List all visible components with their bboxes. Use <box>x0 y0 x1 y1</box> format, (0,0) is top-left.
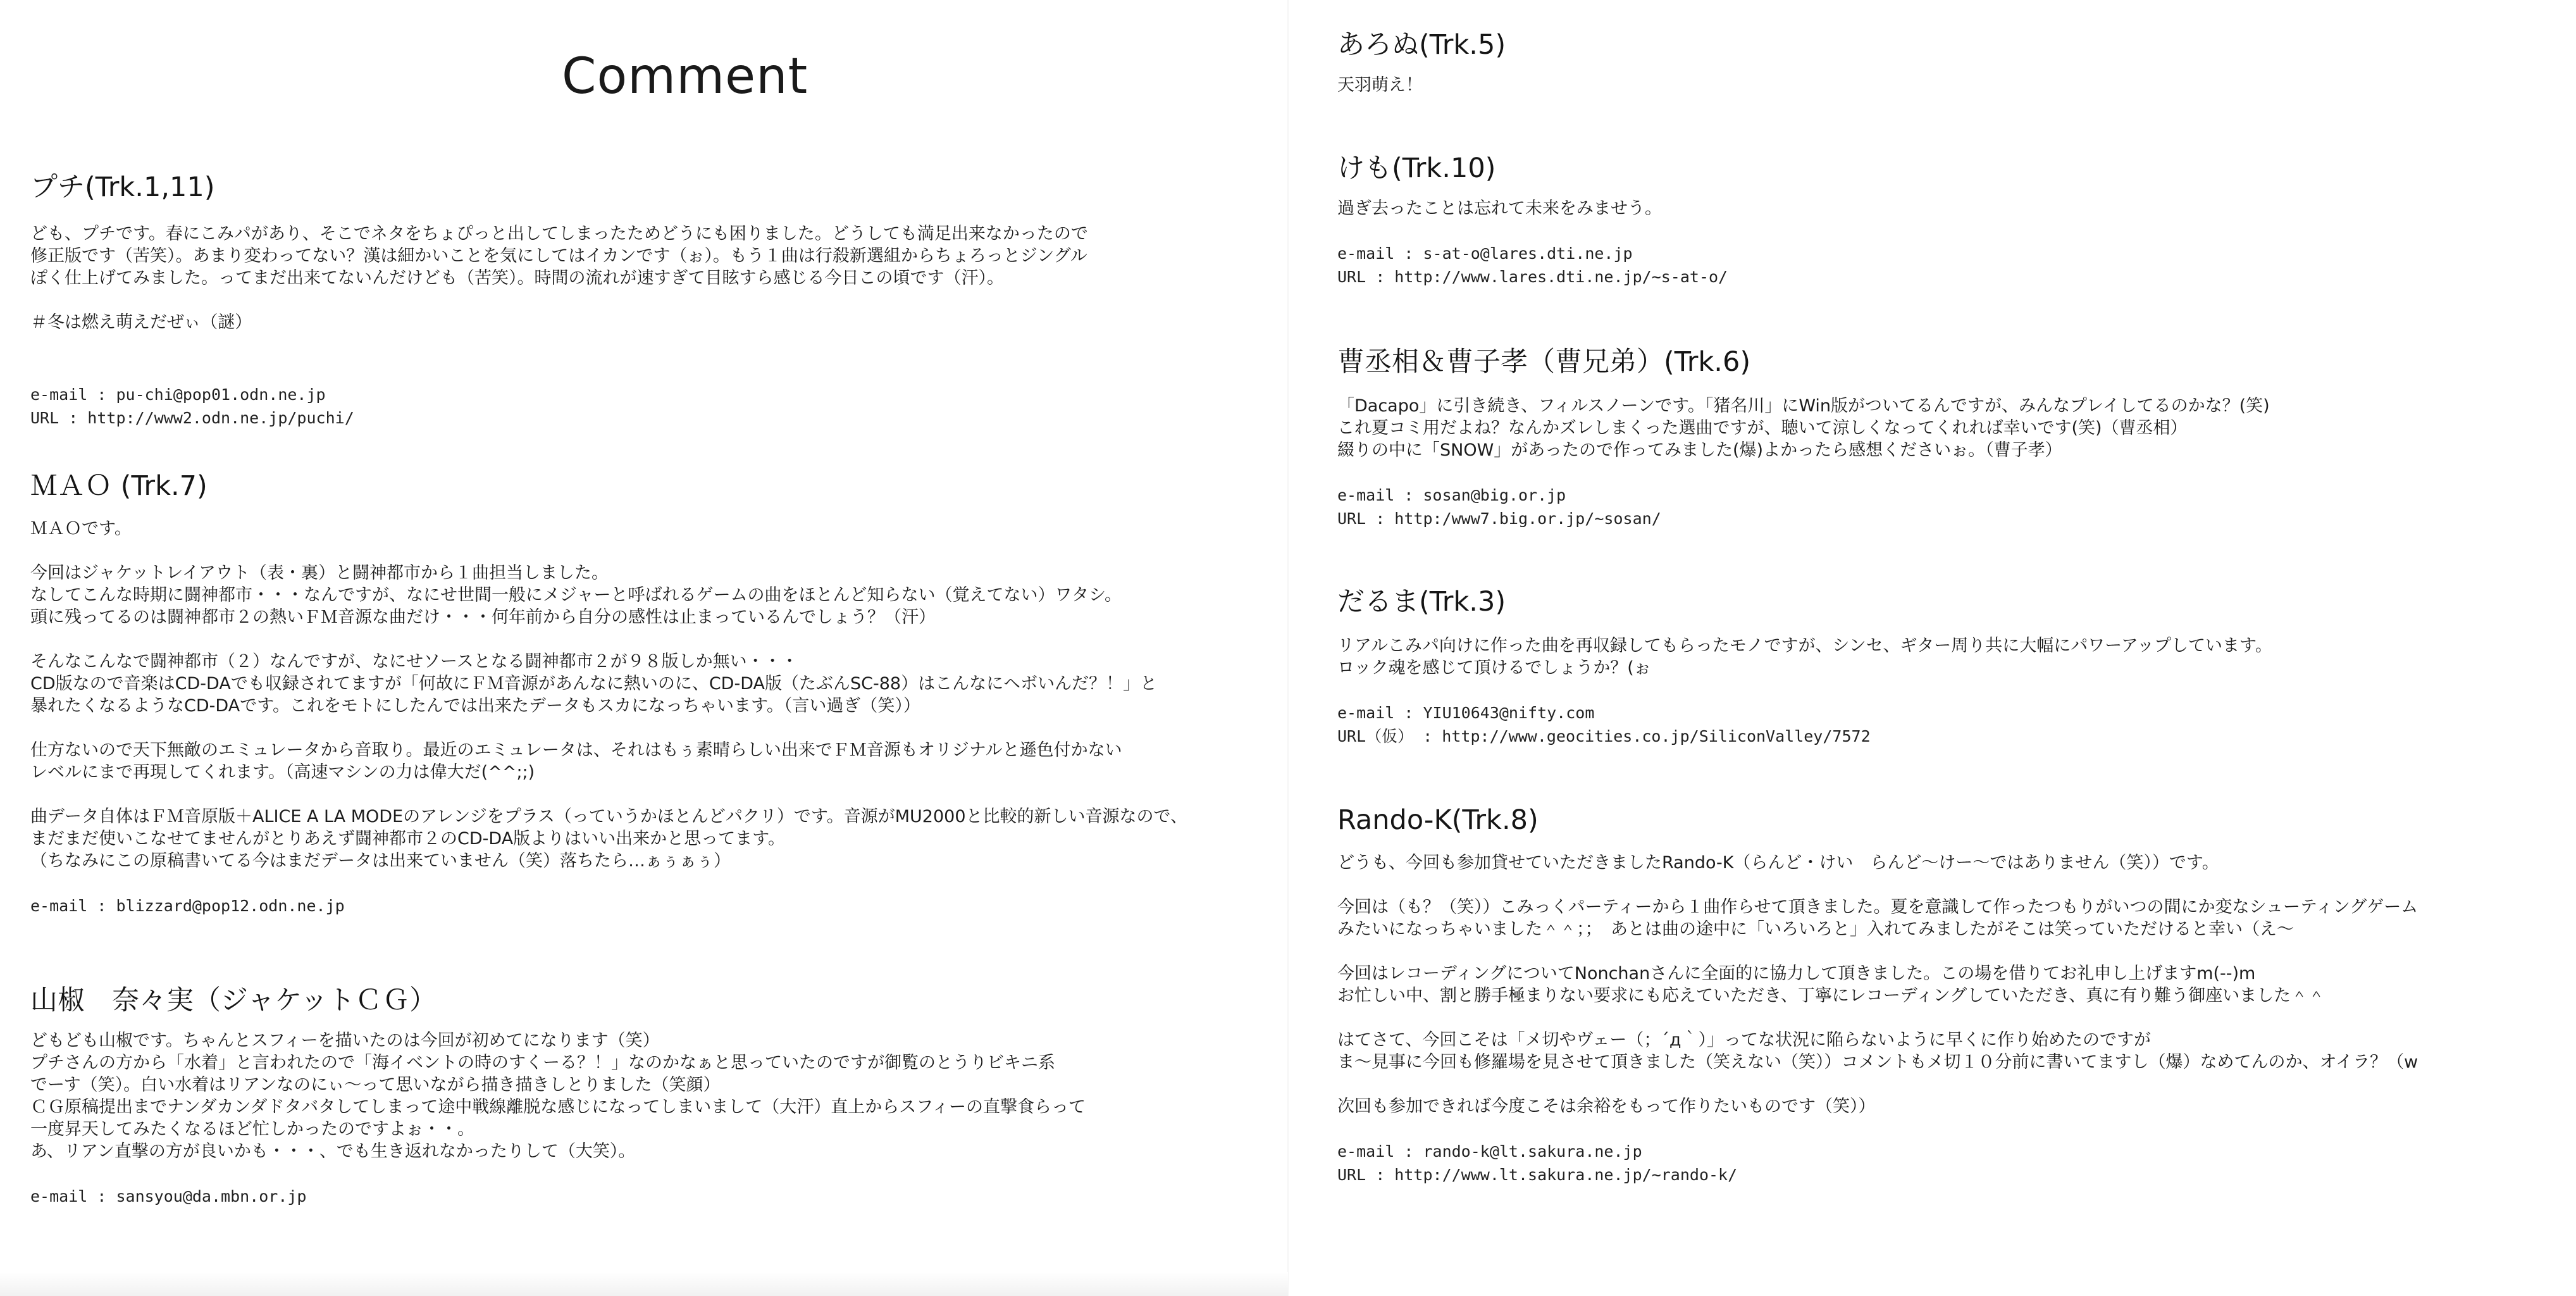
paragraph-line: ども、プチです。春にこみパがあり、そこでネタをちょぴっと出してしまったためどうにも困りました。どうしても満足出来なかったので <box>30 224 1088 244</box>
paragraph-line: みたいになっちゃいました＾＾；； あとは曲の途中に「いろいろと」入れてみましたがそこは笑っていただけると幸い（え〜 <box>1337 919 2294 939</box>
paragraph-line: 曲データ自体はＦＭ音原版＋ALICE A LA MODEのアレンジをプラス（っていうかほとんどパクリ）です。音源がMU2000と比較的新しい音源なので、 <box>30 807 1187 826</box>
paragraph-line: はてさて、今回こそは「メ切やヴェー（；´д｀）」ってな状況に陥らないように早くに作り始めたのですが <box>1337 1030 2152 1050</box>
paragraph-line: ＭＡＯです。 <box>30 519 132 539</box>
paragraph-line: 仕方ないので天下無敵のエミュレータから音取り。最近のエミュレータは、それはもぅ素晴らしい出来でＦＭ音源もオリジナルと遜色付かない <box>30 740 1122 760</box>
section-arone <box>1337 28 2576 96</box>
section-heading: ＭＡＯ (Trk.7) <box>30 470 207 502</box>
paragraph-line: CD版なので音楽はCD-DAでも収録されてますが「何故にＦＭ音源があんなに熱いのに、CD-DA版（たぶんSC-88）はこんなにヘボいんだ？！」と <box>30 674 1158 694</box>
paragraph-line: ぽく仕上げてみました。ってまだ出来てないんだけども（苦笑）。時間の流れが速すぎて目眩すら感じる今日この頃です（汗）。 <box>30 268 1004 288</box>
paragraph-line: ロック魂を感じて頂けるでしょうか？(ぉ <box>1337 658 1651 678</box>
scan-shadow <box>0 1272 1288 1296</box>
homepage-url: URL : http://www.lt.sakura.ne.jp/~rando-k/ <box>1337 1166 1738 1184</box>
homepage-url: URL : http:/www7.big.or.jp/~sosan/ <box>1337 509 1661 528</box>
paragraph-line: 過ぎ去ったことは忘れて未来をみませう。 <box>1337 199 1662 218</box>
section-heading: 山椒 奈々実（ジャケットＣＧ） <box>30 985 437 1016</box>
paragraph-line: 綴りの中に「SNOW」があったので作ってみました(爆)よかったら感想くださいぉ。（曹子孝） <box>1337 440 2062 460</box>
paragraph-line: 今回はジャケットレイアウト（表・裏）と闘神都市から１曲担当しました。 <box>30 563 609 583</box>
section-heading: 曹丞相＆曹子孝（曹兄弟）(Trk.6) <box>1337 346 1751 378</box>
section-daruma <box>1337 585 2576 748</box>
section-rando-k <box>1337 804 2576 1187</box>
paragraph-line: なしてこんな時期に闘神都市・・・なんですが、なにせ世間一般にメジャーと呼ばれるゲームの曲をほとんど知らない（覚えてない）ワタシ。 <box>30 585 1122 605</box>
section-heading: Rando-K(Trk.8) <box>1337 804 1539 836</box>
email-address: e-mail : pu-chi@pop01.odn.ne.jp <box>30 385 326 404</box>
email-address: e-mail : rando-k@lt.sakura.ne.jp <box>1337 1142 1642 1161</box>
paragraph-line: 今回は（も？（笑））こみっくパーティーから１曲作らせて頂きました。夏を意識して作ったつもりがいつの間にか変なシューティングゲーム <box>1337 897 2418 917</box>
paragraph-line: どうも、今回も参加貸せていただきましたRando-K（らんど・けい らんど〜けー〜ではありません（笑））です。 <box>1337 853 2219 873</box>
section-kemo <box>1337 152 2576 289</box>
paragraph-line: 「Dacapo」に引き続き、フィルスノーンです。「猪名川」にWin版がついてるんですが、みんなプレイしてるのかな？(笑) <box>1337 396 2270 416</box>
paragraph-line: これ夏コミ用だよね？なんかズレしまくった選曲ですが、聴いて涼しくなってくれれば幸いです(笑)（曹丞相） <box>1337 418 2188 438</box>
homepage-url: URL : http://www2.odn.ne.jp/puchi/ <box>30 409 354 427</box>
section-yamashina <box>30 984 1289 1208</box>
paragraph-line: 今回はレコーディングについてNonchanさんに全面的に協力して頂きました。この場を借りてお礼申し上げますm(--)m <box>1337 964 2256 983</box>
paragraph-line: 修正版です（苦笑）。あまり変わってない？漢は細かいことを気にしてはイカンです（ぉ）。もう１曲は行殺新選組からちょろっとジングル <box>30 246 1087 266</box>
homepage-url: URL（仮） : http://www.geocities.co.jp/SiliconValley/7572 <box>1337 727 1871 745</box>
paragraph-line: 天羽萌え！ <box>1337 75 1423 95</box>
paragraph-line: （ちなみにこの原稿書いてる今はまだデータは出来ていません（笑）落ちたら…ぁぅぁぅ） <box>30 851 731 871</box>
paragraph-line: 暴れたくなるようなCD-DAです。これをモトにしたんでは出来たデータもスカになっちゃいます。（言い過ぎ（笑）） <box>30 696 920 716</box>
right-page <box>1288 0 2576 1296</box>
paragraph-note: ＃冬は燃え萌えだぜぃ（謎） <box>30 313 252 332</box>
paragraph-line: ＣＧ原稿提出までナンダカンダドタバタしてしまって途中戦線離脱な感じになってしまいまして（大汗）直上からスフィーの直撃食らって <box>30 1097 1086 1117</box>
email-address: e-mail : blizzard@pop12.odn.ne.jp <box>30 897 345 915</box>
homepage-url: URL : http://www.lares.dti.ne.jp/~s-at-o/ <box>1337 268 1728 286</box>
section-heading: だるま(Trk.3) <box>1337 586 1506 618</box>
section-sosan <box>1337 346 2576 530</box>
paragraph-line: 次回も参加できれば今度こそは余裕をもって作りたいものです（笑）） <box>1337 1097 1876 1116</box>
paragraph-line: お忙しい中、割と勝手極まりない要求にも応えていただき、丁寧にレコーディングしていただき、真に有り難う御座いました＾＾ <box>1337 986 2325 1006</box>
email-address: e-mail : sansyou@da.mbn.or.jp <box>30 1187 307 1206</box>
paragraph-line: どもども山椒です。ちゃんとスフィーを描いたのは今回が初めてになります（笑） <box>30 1031 660 1050</box>
section-heading: プチ(Trk.1,11) <box>30 171 215 203</box>
section-puchi <box>30 171 1289 430</box>
email-address: e-mail : s-at-o@lares.dti.ne.jp <box>1337 244 1633 263</box>
email-address: e-mail : YIU10643@nifty.com <box>1337 704 1595 722</box>
paragraph-line: リアルこみパ向けに作った曲を再収録してもらったモノですが、シンセ、ギター周り共に大幅にパワーアップしています。 <box>1337 636 2272 656</box>
paragraph-line: 頭に残ってるのは闘神都市２の熱いＦＭ音源な曲だけ・・・何年前から自分の感性は止まっているんでしょう？（汗） <box>30 608 936 627</box>
paragraph-line: レベルにまで再現してくれます。（高速マシンの力は偉大だ(^^;;) <box>30 763 535 782</box>
paragraph-line: プチさんの方から「水着」と言われたので「海イベントの時のすくーる？！」なのかなぁと思っていたのですが御覧のとうりビキニ系 <box>30 1053 1055 1073</box>
section-heading: けも(Trk.10) <box>1337 153 1496 184</box>
paragraph-line: あ、リアン直撃の方が良いかも・・・、でも生き返れなかったりして（大笑）。 <box>30 1142 636 1161</box>
paragraph-line: ま〜見事に今回も修羅場を見させて頂きました（笑えない（笑））コメントもメ切１０分前に書いてますし（爆）なめてんのか、オイラ？（w <box>1337 1052 2418 1072</box>
paragraph-line: そんなこんなで闘神都市（２）なんですが、なにせソースとなる闘神都市２が９８版しか無い・・・ <box>30 652 798 671</box>
paragraph-line: でーす（笑）。白い水着はリアンなのにぃ〜って思いながら描き描きしとりました（笑顔） <box>30 1075 721 1095</box>
section-heading: あろぬ(Trk.5) <box>1337 29 1506 61</box>
email-address: e-mail : sosan@big.or.jp <box>1337 486 1566 504</box>
paragraph-line: 一度昇天してみたくなるほど忙しかったのですよぉ・・。 <box>30 1119 474 1139</box>
page-title: Comment <box>562 48 808 105</box>
paragraph-line: まだまだ使いこなせてませんがとりあえず闘神都市２のCD-DA版よりはいい出来かと思ってます。 <box>30 829 786 849</box>
section-mao <box>30 470 1289 918</box>
